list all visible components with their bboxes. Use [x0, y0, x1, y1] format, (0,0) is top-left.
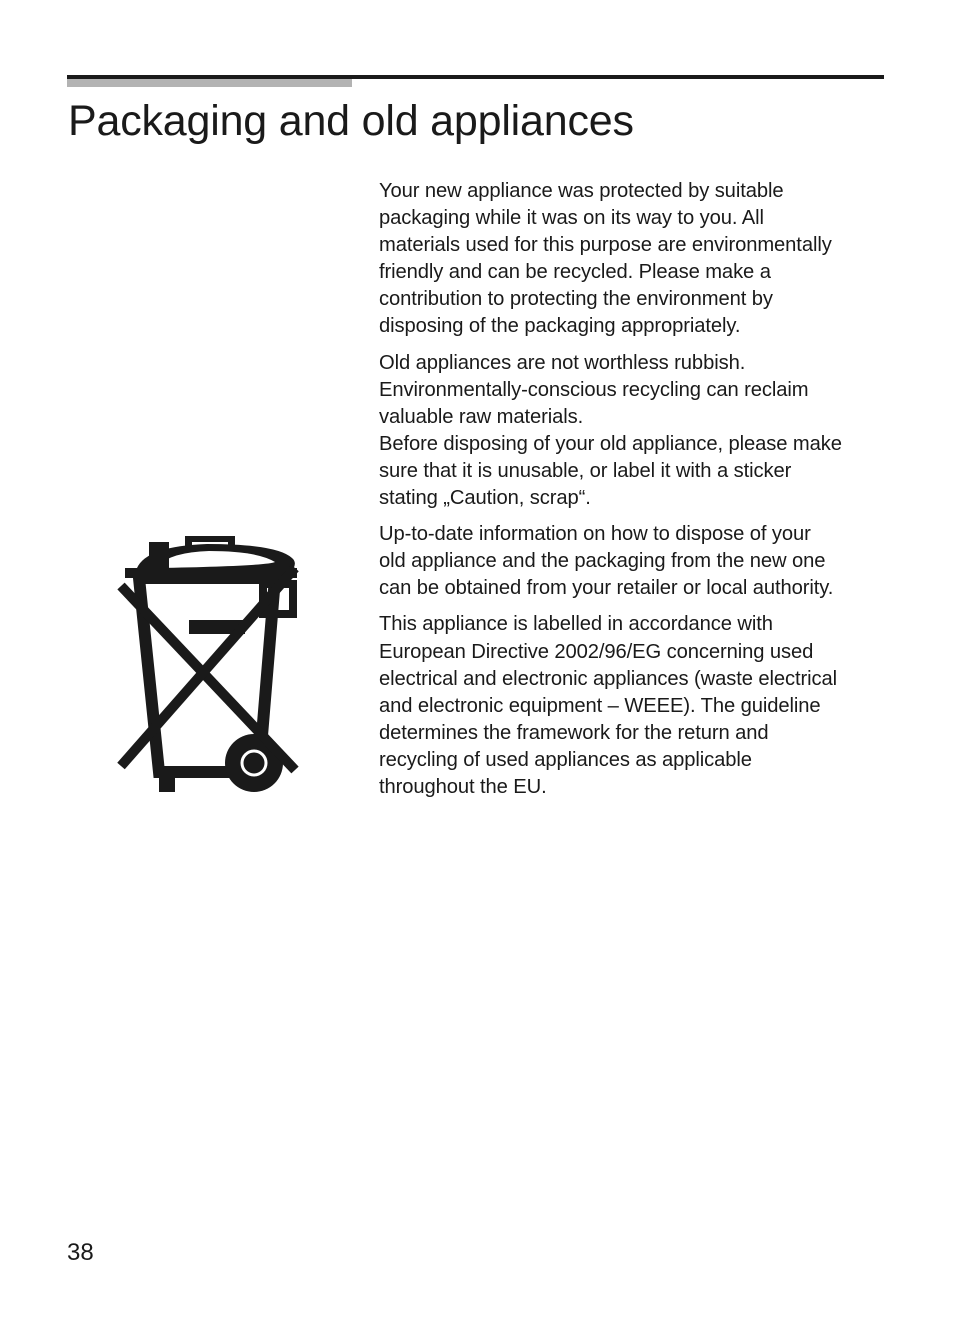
header-rule-accent	[67, 78, 352, 87]
text-line: Before disposing of your old appliance, please make	[379, 432, 842, 455]
text-line: can be obtained from your retailer or local authority.	[379, 577, 834, 600]
text-line: disposing of the packaging appropriately.	[379, 315, 741, 338]
text-line: packaging while it was on its way to you. All	[379, 207, 764, 230]
body-text	[379, 178, 884, 810]
text-line: Your new appliance was protected by suitable	[379, 180, 784, 202]
text-line: friendly and can be recycled. Please make a	[379, 261, 771, 284]
text-line: stating „Caution, scrap“.	[379, 487, 591, 510]
text-line: determines the framework for the return and	[379, 721, 769, 744]
text-line: old appliance and the packaging from the new one	[379, 550, 826, 573]
paragraph-weee-directive	[379, 611, 884, 801]
text-line: European Directive 2002/96/EG concerning used	[379, 640, 814, 663]
page-number: 38	[67, 1239, 94, 1266]
text-line: This appliance is labelled in accordance with	[379, 613, 773, 636]
paragraph-packaging	[379, 178, 884, 341]
text-line: materials used for this purpose are environmentally	[379, 234, 832, 257]
text-line: Environmentally-conscious recycling can reclaim	[379, 378, 809, 401]
text-line: recycling of used appliances as applicable	[379, 748, 752, 771]
paragraph-old-appliances	[379, 350, 884, 513]
page-title: Packaging and old appliances	[68, 97, 634, 145]
text-line: Up-to-date information on how to dispose of your	[379, 523, 811, 546]
paragraph-disposal-info	[379, 521, 884, 602]
text-line: throughout the EU.	[379, 775, 547, 798]
text-line: electrical and electronic appliances (waste electrical	[379, 667, 838, 690]
text-line: Old appliances are not worthless rubbish.	[379, 351, 746, 374]
text-line: and electronic equipment – WEEE). The guideline	[379, 694, 821, 717]
header-rule	[67, 75, 884, 79]
text-line: contribution to protecting the environment by	[379, 288, 773, 311]
text-line: sure that it is unusable, or label it with a sticker	[379, 459, 792, 482]
text-line: valuable raw materials.	[379, 405, 584, 428]
crossed-out-wheelie-bin-icon	[117, 534, 300, 794]
